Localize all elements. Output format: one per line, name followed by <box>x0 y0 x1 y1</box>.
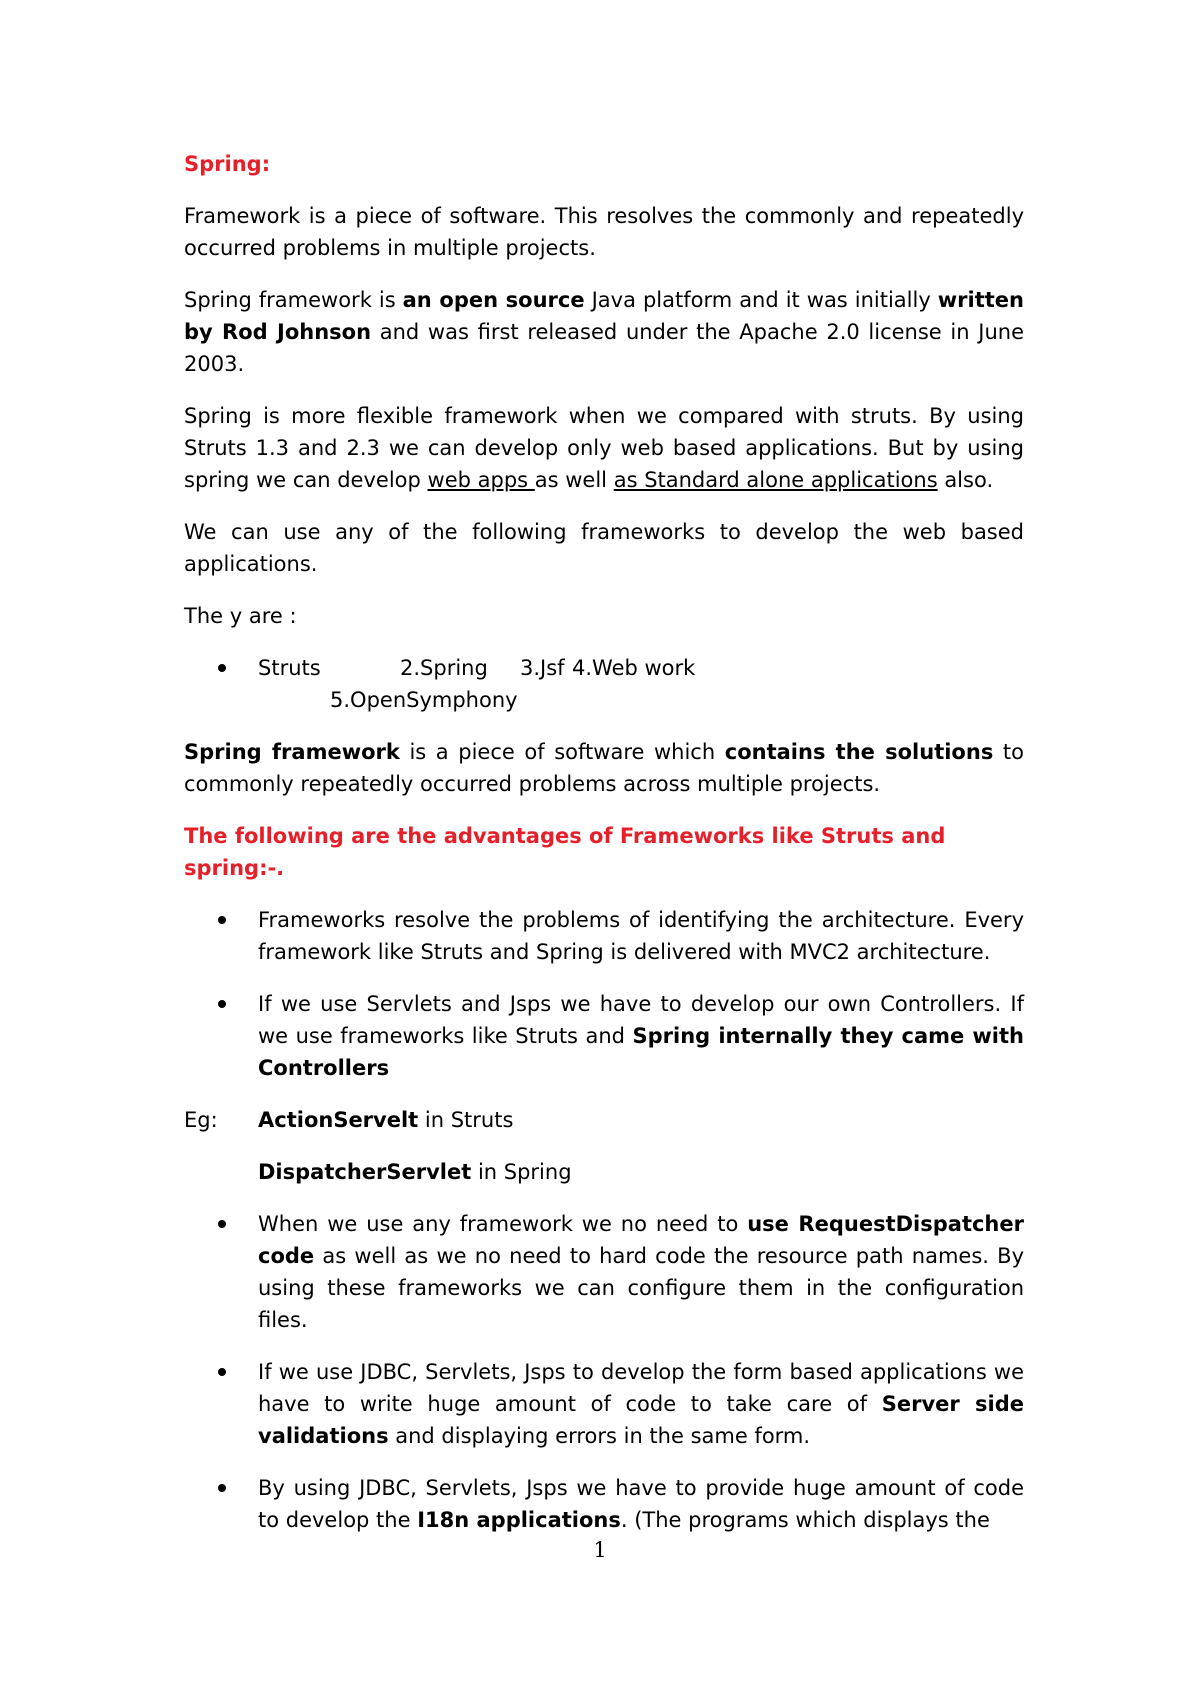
text-run: in Spring <box>471 1160 572 1184</box>
frameworks-list <box>184 652 1024 716</box>
section-title: Spring: <box>184 152 271 176</box>
list-item <box>184 1208 1024 1336</box>
list-item <box>184 1472 1024 1536</box>
framework-jsf: 3.Jsf <box>520 656 565 680</box>
text-run: . (The programs which displays the <box>620 1508 990 1532</box>
underlined-run: as Standard alone applications <box>613 468 938 492</box>
framework-webwork: 4.Web work <box>572 656 696 680</box>
bold-run: ActionServelt <box>258 1108 419 1132</box>
text-run: If we use JDBC, Servlets, Jsps to develop the form based applications we have to write huge amount of code to take care of <box>258 1360 1024 1416</box>
list-item <box>184 988 1024 1084</box>
frameworks-row <box>258 652 1024 684</box>
bullet-icon <box>218 664 226 672</box>
paragraph-framework-definition: Framework is a piece of software. This resolves the commonly and repeatedly occurred problems in multiple projects. <box>184 204 1024 260</box>
paragraph-they-are: The y are : <box>184 604 297 628</box>
framework-opensymphony: 5.OpenSymphony <box>330 688 518 712</box>
bold-run: Spring internally they came with Controllers <box>258 1024 1024 1080</box>
text-run: is a piece of software which <box>399 740 725 764</box>
underlined-run: web apps <box>427 468 535 492</box>
text-run: and displaying errors in the same form. <box>388 1424 811 1448</box>
bold-run: written by Rod Johnson <box>184 288 1024 344</box>
bold-run: I18n applications <box>417 1508 621 1532</box>
advantages-list-a <box>184 904 1024 1084</box>
advantages-heading: The following are the advantages of Frameworks like Struts and spring:-. <box>184 824 946 880</box>
text-run: also. <box>937 468 994 492</box>
text-run: If we use Servlets and Jsps we have to develop our own Controllers. If we use frameworks like Struts and <box>258 992 1024 1048</box>
bold-run: an open source <box>402 288 585 312</box>
bold-run: contains the solutions <box>724 740 994 764</box>
text-run: Spring is more flexible framework when we compared with struts. By using Struts 1.3 and 2.3 we can develop only web based applications. But by using spring we can develop <box>184 404 1024 492</box>
example-label: Eg: <box>184 1108 218 1132</box>
framework-spring: 2.Spring <box>400 656 488 680</box>
text-run: By using JDBC, Servlets, Jsps we have to provide huge amount of code to develop the <box>258 1476 1024 1532</box>
paragraph-spring-flexibility <box>184 400 1024 496</box>
bullet-icon <box>218 1484 226 1492</box>
bullet-icon <box>218 916 226 924</box>
list-item <box>184 904 1024 968</box>
paragraph-spring-solutions <box>184 736 1024 800</box>
bullet-icon <box>218 1220 226 1228</box>
example-row-struts <box>184 1104 1024 1136</box>
list-item <box>184 652 1024 716</box>
bold-run: DispatcherServlet <box>258 1160 472 1184</box>
text-run: in Struts <box>418 1108 514 1132</box>
framework-struts: Struts <box>258 656 321 680</box>
advantage-architecture: Frameworks resolve the problems of identifying the architecture. Every framework like Struts and Spring is delivered with MVC2 architecture. <box>258 908 1024 964</box>
text-run: as well as we no need to hard code the resource path names. By using these frameworks we can configure them in the configuration files. <box>258 1244 1024 1332</box>
example-row-spring <box>184 1156 1024 1188</box>
text-run: and was first released under the Apache 2.0 license in June 2003. <box>184 320 1024 376</box>
bold-run: Server side validations <box>258 1392 1024 1448</box>
list-item <box>184 1356 1024 1452</box>
bold-run: use RequestDispatcher code <box>258 1212 1024 1268</box>
text-run: When we use any framework we no need to <box>258 1212 748 1236</box>
text-run: as well <box>534 468 614 492</box>
bold-run: Spring framework <box>184 740 400 764</box>
paragraph-frameworks-intro: We can use any of the following frameworks to develop the web based applications. <box>184 520 1024 576</box>
text-run: to commonly repeatedly occurred problems across multiple projects. <box>184 740 1024 796</box>
page-content <box>184 148 1024 1556</box>
text-run: Spring framework is <box>184 288 403 312</box>
page-number: 1 <box>593 1538 607 1562</box>
paragraph-spring-origin <box>184 284 1024 380</box>
bullet-icon <box>218 1368 226 1376</box>
advantages-list-b <box>184 1208 1024 1536</box>
bullet-icon <box>218 1000 226 1008</box>
text-run: Java platform and it was initially <box>584 288 938 312</box>
